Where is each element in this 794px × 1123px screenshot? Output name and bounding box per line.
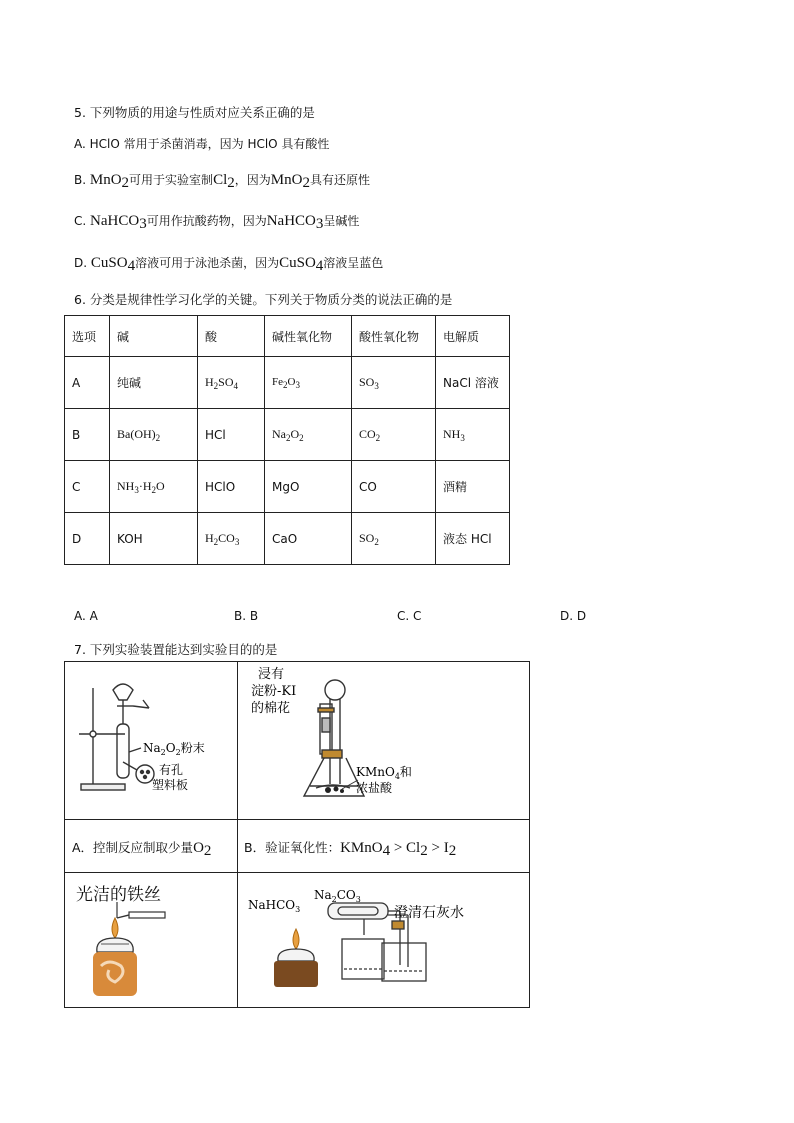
figure-a-label-plate: 塑料板 — [152, 778, 189, 792]
q5-option-d: D. CuSO$_4$溶液可用于泳池杀菌，因为CuSO$_4$溶液呈蓝色 — [74, 255, 384, 274]
q5-option-c: C. NaHCO$_3$可用作抗酸药物，因为NaHCO$_3$呈碱性 — [74, 213, 360, 232]
header-base: 碱 — [110, 316, 198, 357]
figure-d-apparatus — [238, 873, 529, 1007]
classification-table — [64, 315, 510, 565]
q5-option-b: B. MnO$_2$可用于实验室制$Cl_2$，因为MnO$_2$具有还原性 — [74, 172, 370, 191]
figure-a-label-holes: 有孔 — [159, 763, 184, 777]
q6-choice-d: D. D — [560, 609, 587, 623]
figure-b-label-kmno4: KMnO$_4$和 — [356, 765, 412, 781]
figure-b-label-cotton: 的棉花 — [251, 701, 291, 716]
header-acidic-oxide: 酸性氧化物 — [352, 316, 436, 357]
q6-choice-b: B. B — [234, 609, 259, 623]
figure-a-apparatus — [65, 662, 236, 818]
q6-choice-c: C. C — [397, 609, 422, 623]
table-row: B $Ba(OH)_2$ HCl $Na_2O_2$ $CO_2$ $NH_3$ — [65, 409, 510, 461]
q5-option-a: A. HClO 常用于杀菌消毒，因为 HClO 具有酸性 — [74, 137, 330, 151]
header-basic-oxide: 碱性氧化物 — [265, 316, 352, 357]
table-row: D KOH $H_2CO_3$ CaO $SO_2$ 液态 HCl — [65, 513, 510, 565]
figure-c-title: 光洁的铁丝 — [76, 885, 161, 905]
q7-stem: 7. 下列实验装置能达到实验目的的是 — [74, 642, 278, 657]
figure-d-label-na2co3: $Na_2CO_3$ — [314, 888, 361, 904]
figure-b-apparatus — [238, 662, 529, 818]
table-row: C $NH_3\cdot H_2O$ HClO MgO CO 酒精 — [65, 461, 510, 513]
figure-b-label-hcl: 浓盐酸 — [356, 781, 393, 795]
table-row: A 纯碱 $H_2SO_4$ $Fe_2O_3$ $SO_3$ NaCl 溶液 — [65, 357, 510, 409]
header-option: 选项 — [65, 316, 110, 357]
table-header-row — [65, 316, 510, 357]
figure-a-label-powder: $Na_2O_2$粉末 — [143, 741, 205, 757]
figure-d-label-nahco3: NaHCO$_3$ — [248, 898, 301, 914]
figure-b-label-soaked: 浸有 — [258, 667, 285, 682]
figure-d-label-limewater: 澄清石灰水 — [394, 905, 464, 921]
caption-a: A．控制反应制取少量$O_2$ — [72, 840, 212, 859]
q6-stem: 6. 分类是规律性学习化学的关键。下列关于物质分类的说法正确的是 — [74, 292, 453, 307]
q5-stem: 5. 下列物质的用途与性质对应关系正确的是 — [74, 105, 315, 120]
q6-choice-a: A. A — [74, 609, 98, 623]
header-acid: 酸 — [198, 316, 265, 357]
header-electrolyte: 电解质 — [436, 316, 510, 357]
figure-b-label-starch-ki: 淀粉-KI — [251, 684, 297, 699]
grid-divider-1 — [64, 819, 530, 820]
caption-b: B．验证氧化性：KMnO$_4$ > $Cl_2 > I_2$ — [244, 840, 457, 859]
figure-c-apparatus — [65, 900, 236, 1006]
